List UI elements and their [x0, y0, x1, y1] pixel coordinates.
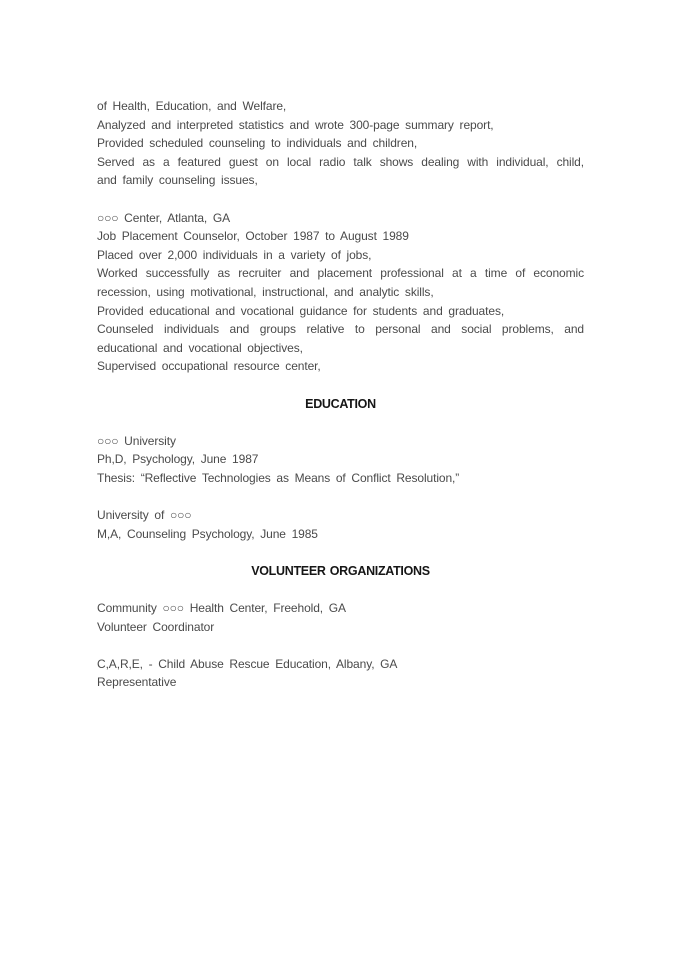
- text-line: Placed over 2,000 individuals in a variety of jobs,: [97, 247, 372, 262]
- text-line: C,A,R,E, - Child Abuse Rescue Education, Albany, GA: [97, 656, 398, 671]
- text-line: University of ○○○: [97, 508, 192, 523]
- text-line: Ph,D, Psychology, June 1987: [97, 452, 259, 467]
- document-content: [97, 97, 584, 692]
- text-line: Provided scheduled counseling to individuals and children,: [97, 136, 418, 151]
- blank-line: [97, 543, 584, 562]
- blank-line: [97, 487, 584, 506]
- text-line: Served as a featured guest on local radio talk shows dealing with individual, child,: [97, 154, 584, 169]
- text-line: M,A, Counseling Psychology, June 1985: [97, 526, 318, 541]
- text-line: ○○○ University: [97, 433, 176, 448]
- text-line: educational and vocational objectives,: [97, 340, 303, 355]
- text-line: Counseled individuals and groups relative to personal and social problems, and: [97, 322, 584, 337]
- text-line: Thesis: “Reflective Technologies as Means of Conflict Resolution,”: [97, 470, 460, 485]
- blank-line: [97, 580, 584, 599]
- section-heading: VOLUNTEER ORGANIZATIONS: [251, 563, 430, 578]
- text-line: ○○○ Center, Atlanta, GA: [97, 210, 231, 225]
- text-line: recession, using motivational, instructional, and analytic skills,: [97, 284, 434, 299]
- text-line: Analyzed and interpreted statistics and wrote 300-page summary report,: [97, 117, 494, 132]
- section-heading: EDUCATION: [305, 396, 376, 411]
- text-line: Representative: [97, 675, 177, 690]
- blank-line: [97, 190, 584, 209]
- text-line: Supervised occupational resource center,: [97, 359, 321, 374]
- blank-line: [97, 376, 584, 395]
- text-line: of Health, Education, and Welfare,: [97, 99, 287, 113]
- text-line: and family counseling issues,: [97, 173, 258, 188]
- text-line: Community ○○○ Health Center, Freehold, GA: [97, 601, 346, 616]
- text-line: Provided educational and vocational guidance for students and graduates,: [97, 303, 505, 318]
- text-line: Job Placement Counselor, October 1987 to August 1989: [97, 229, 409, 244]
- blank-line: [97, 413, 584, 432]
- text-line: Volunteer Coordinator: [97, 619, 215, 634]
- blank-line: [97, 636, 584, 655]
- text-line: Worked successfully as recruiter and placement professional at a time of economic: [97, 266, 584, 281]
